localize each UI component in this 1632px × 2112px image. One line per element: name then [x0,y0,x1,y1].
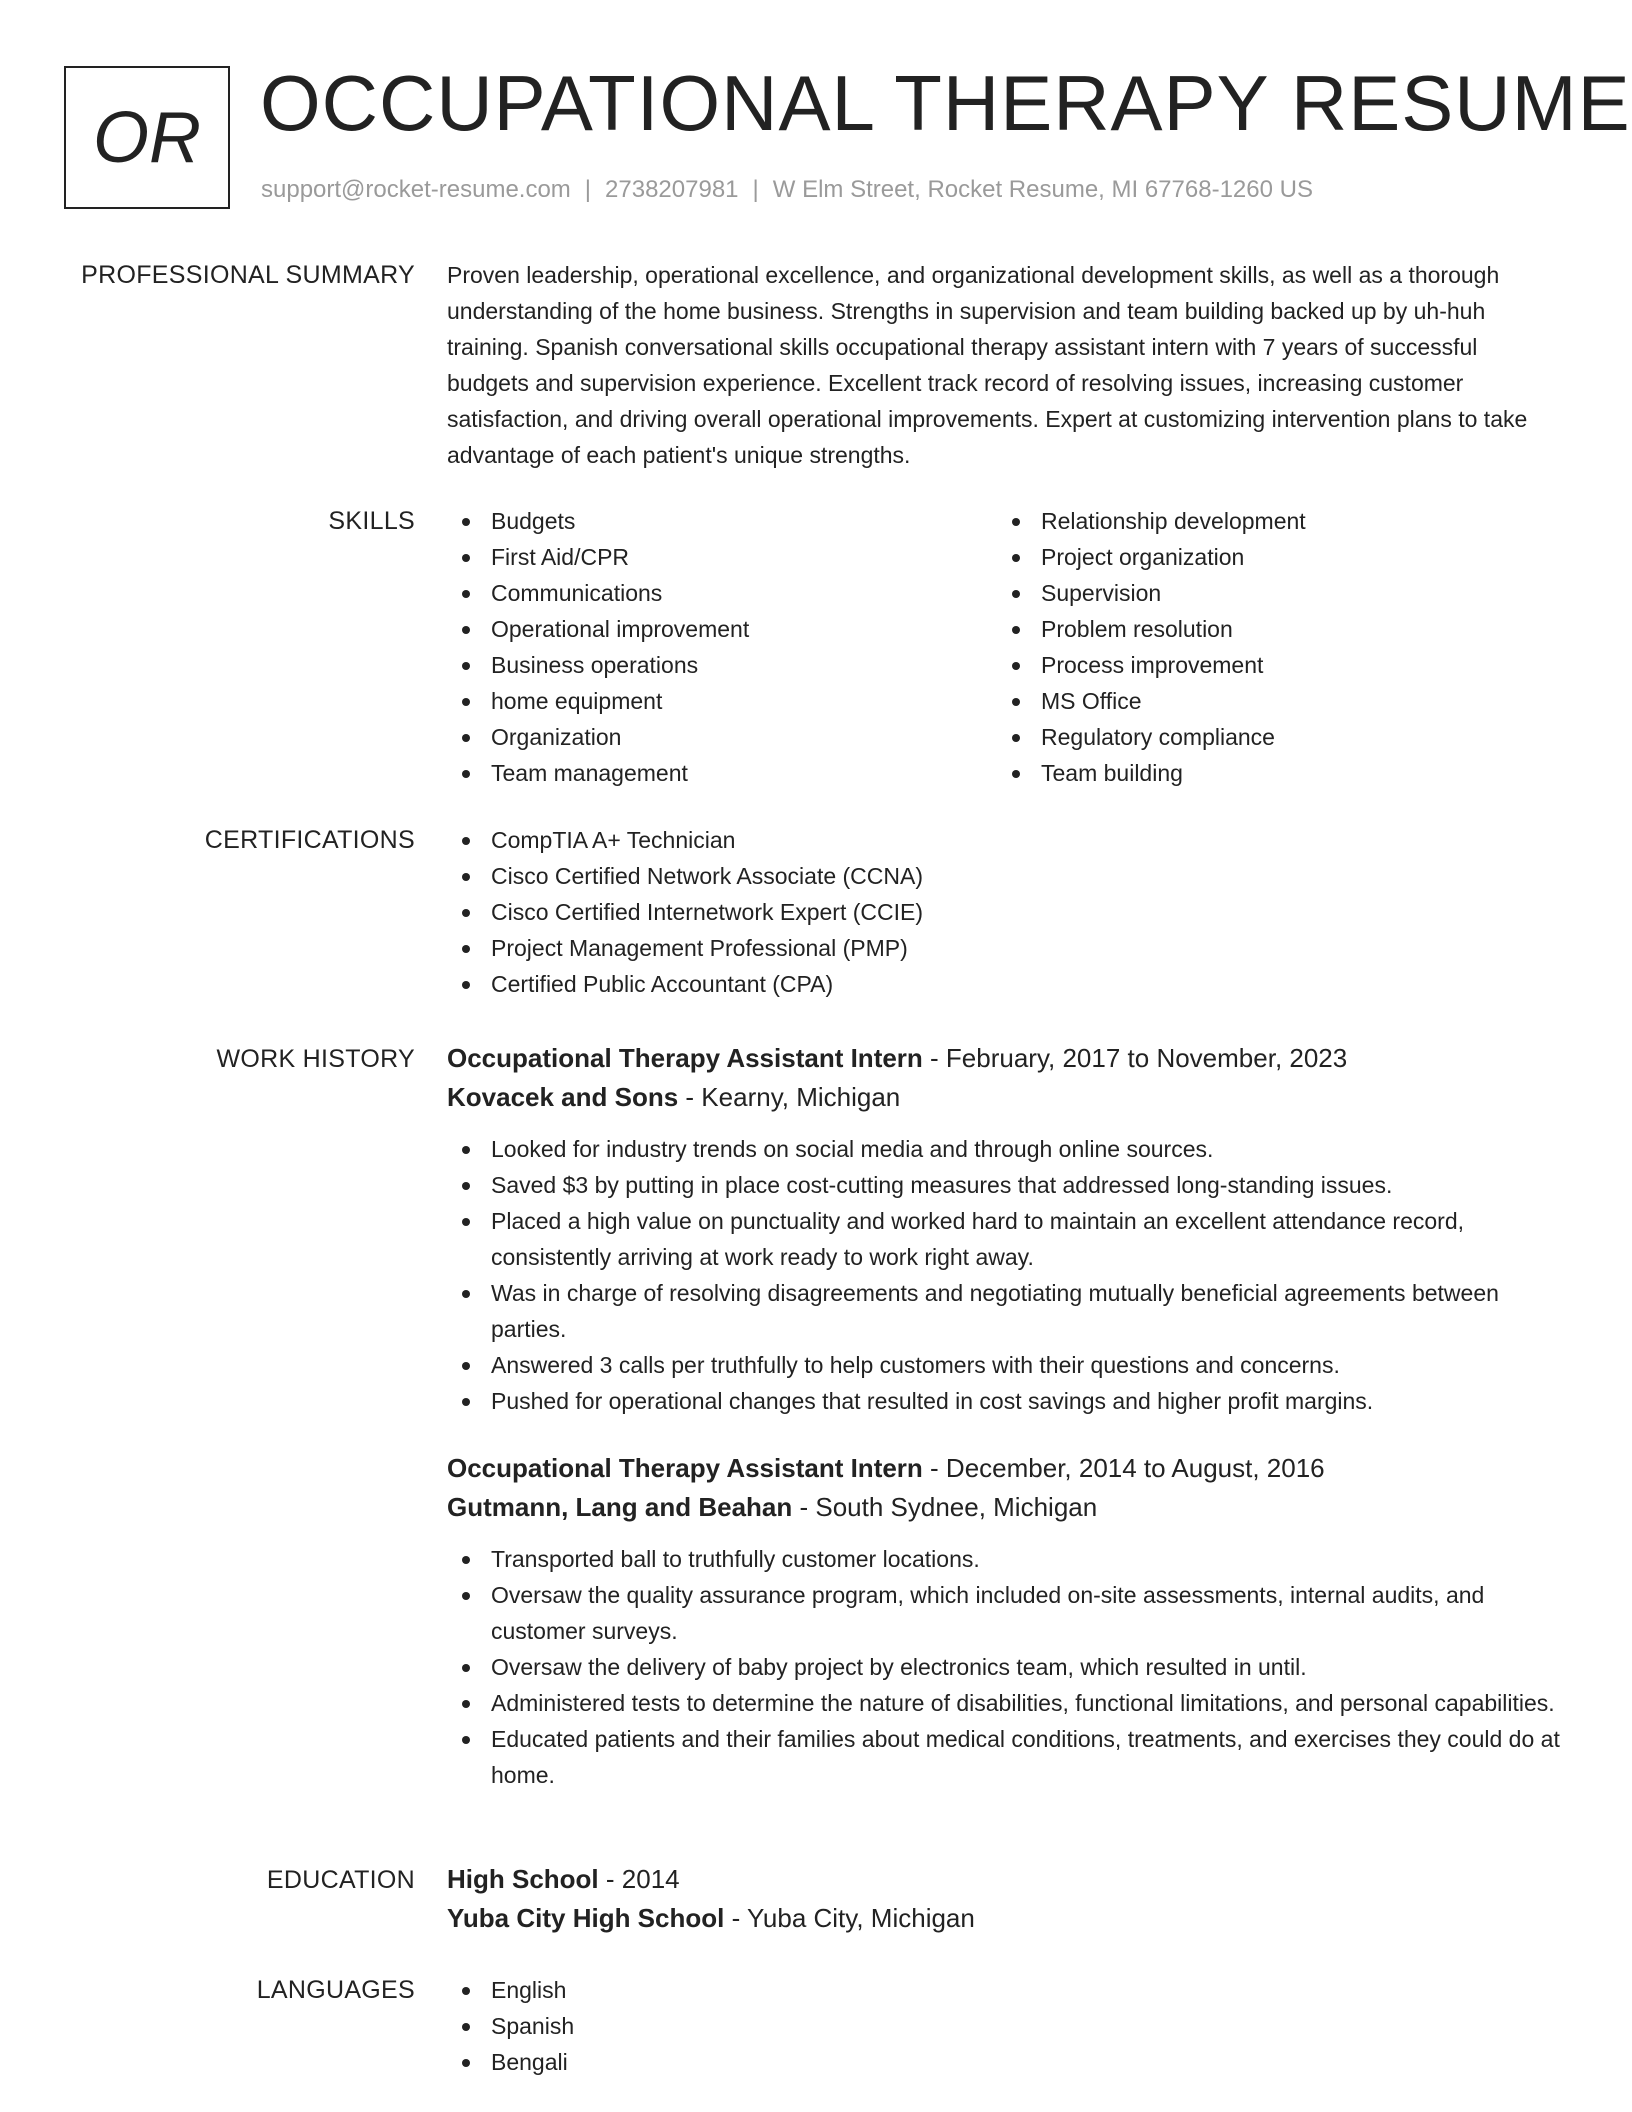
job-company-line [447,1487,1562,1527]
skill-item: Budgets [447,503,997,539]
skill-item: First Aid/CPR [447,539,997,575]
job-title-line [447,1449,1562,1487]
job-duty: Oversaw the delivery of baby project by electronics team, which resulted in until. [447,1649,1562,1685]
skill-item: MS Office [997,683,1547,719]
job-duty: Answered 3 calls per truthfully to help customers with their questions and concerns. [447,1347,1562,1383]
job-entry [447,1449,1562,1793]
language-item: Spanish [447,2008,1562,2044]
job-duty: Looked for industry trends on social media and through online sources. [447,1131,1562,1167]
section-label-languages: LANGUAGES [256,1976,415,2004]
skill-item: Regulatory compliance [997,719,1547,755]
job-dates: - December, 2014 to August, 2016 [922,1453,1325,1483]
skill-item: Business operations [447,647,997,683]
languages-list [447,1972,1562,2080]
job-duty: Educated patients and their families about medical conditions, treatments, and exercises they could do at home. [447,1721,1562,1793]
contact-line [261,174,1313,206]
job-title: Occupational Therapy Assistant Intern [447,1043,923,1073]
education-degree-line [447,1860,1562,1898]
section-label-work-history: WORK HISTORY [216,1045,415,1073]
job-duty: Placed a high value on punctuality and worked hard to maintain an excellent attendance record, consistently arriving at work ready to work right away. [447,1203,1562,1275]
job-duty: Administered tests to determine the nature of disabilities, functional limitations, and personal capabilities. [447,1685,1562,1721]
job-duty: Was in charge of resolving disagreements and negotiating mutually beneficial agreements between parties. [447,1275,1562,1347]
skill-item: Organization [447,719,997,755]
job-duties-list [447,1541,1562,1793]
education-school-line [447,1898,1562,1938]
certification-item: Certified Public Accountant (CPA) [447,966,1562,1002]
contact-separator: | [752,176,759,203]
certifications-list [447,822,1562,1002]
job-dates: - February, 2017 to November, 2023 [922,1043,1348,1073]
job-company-line [447,1077,1562,1117]
skill-item: Supervision [997,575,1547,611]
education-year: - 2014 [598,1864,680,1894]
skills-columns [447,503,1562,791]
job-entry [447,1039,1562,1419]
skill-item: Team building [997,755,1547,791]
job-title-line [447,1039,1562,1077]
section-label-education: EDUCATION [266,1866,415,1894]
education-location: - Yuba City, Michigan [724,1903,975,1933]
certification-item: Project Management Professional (PMP) [447,930,1562,966]
skill-item: Problem resolution [997,611,1547,647]
skill-item: Communications [447,575,997,611]
summary-text: Proven leadership, operational excellence, and organizational development skills, as well as a thorough understanding of the home business. Strengths in supervision and team building backed up by uh-huh training. Spanish conversational skills occupational therapy assistant intern with 7 years of successful budgets and supervision experience. Excellent track record of resolving issues, increasing customer satisfaction, and driving overall operational improvements. Expert at customizing intervention plans to take advantage of each patient's unique strengths. [447,262,1528,468]
skill-item: home equipment [447,683,997,719]
monogram: OR [64,66,230,209]
language-item: Bengali [447,2044,1562,2080]
section-label-certifications: CERTIFICATIONS [204,826,415,854]
job-company: Gutmann, Lang and Beahan [447,1492,793,1522]
skill-item: Project organization [997,539,1547,575]
certification-item: CompTIA A+ Technician [447,822,1562,858]
section-label-skills: SKILLS [328,507,415,535]
education-school: Yuba City High School [447,1903,725,1933]
job-location: - Kearny, Michigan [678,1082,901,1112]
job-location: - South Sydnee, Michigan [792,1492,1098,1522]
skills-list-right [997,503,1547,791]
section-label-summary: PROFESSIONAL SUMMARY [81,261,415,289]
job-duties-list [447,1131,1562,1419]
skill-item: Team management [447,755,997,791]
job-duty: Transported ball to truthfully customer locations. [447,1541,1562,1577]
contact-address: W Elm Street, Rocket Resume, MI 67768-1260 US [772,176,1313,203]
skills-list-left [447,503,997,791]
education-degree: High School [447,1864,599,1894]
job-duty: Pushed for operational changes that resulted in cost savings and higher profit margins. [447,1383,1562,1419]
contact-email[interactable]: support@rocket-resume.com [261,176,571,203]
contact-separator: | [584,176,592,203]
skill-item: Operational improvement [447,611,997,647]
skill-item: Process improvement [997,647,1547,683]
skill-item: Relationship development [997,503,1547,539]
certification-item: Cisco Certified Internetwork Expert (CCIE) [447,894,1562,930]
job-duty: Saved $3 by putting in place cost-cutting measures that addressed long-standing issues. [447,1167,1562,1203]
language-item: English [447,1972,1562,2008]
job-company: Kovacek and Sons [447,1082,679,1112]
job-title: Occupational Therapy Assistant Intern [447,1453,923,1483]
resume-title: OCCUPATIONAL THERAPY RESUME [260,59,1631,147]
job-duty: Oversaw the quality assurance program, which included on-site assessments, internal audits, and customer surveys. [447,1577,1562,1649]
contact-phone[interactable]: 2738207981 [605,176,739,203]
certification-item: Cisco Certified Network Associate (CCNA) [447,858,1562,894]
